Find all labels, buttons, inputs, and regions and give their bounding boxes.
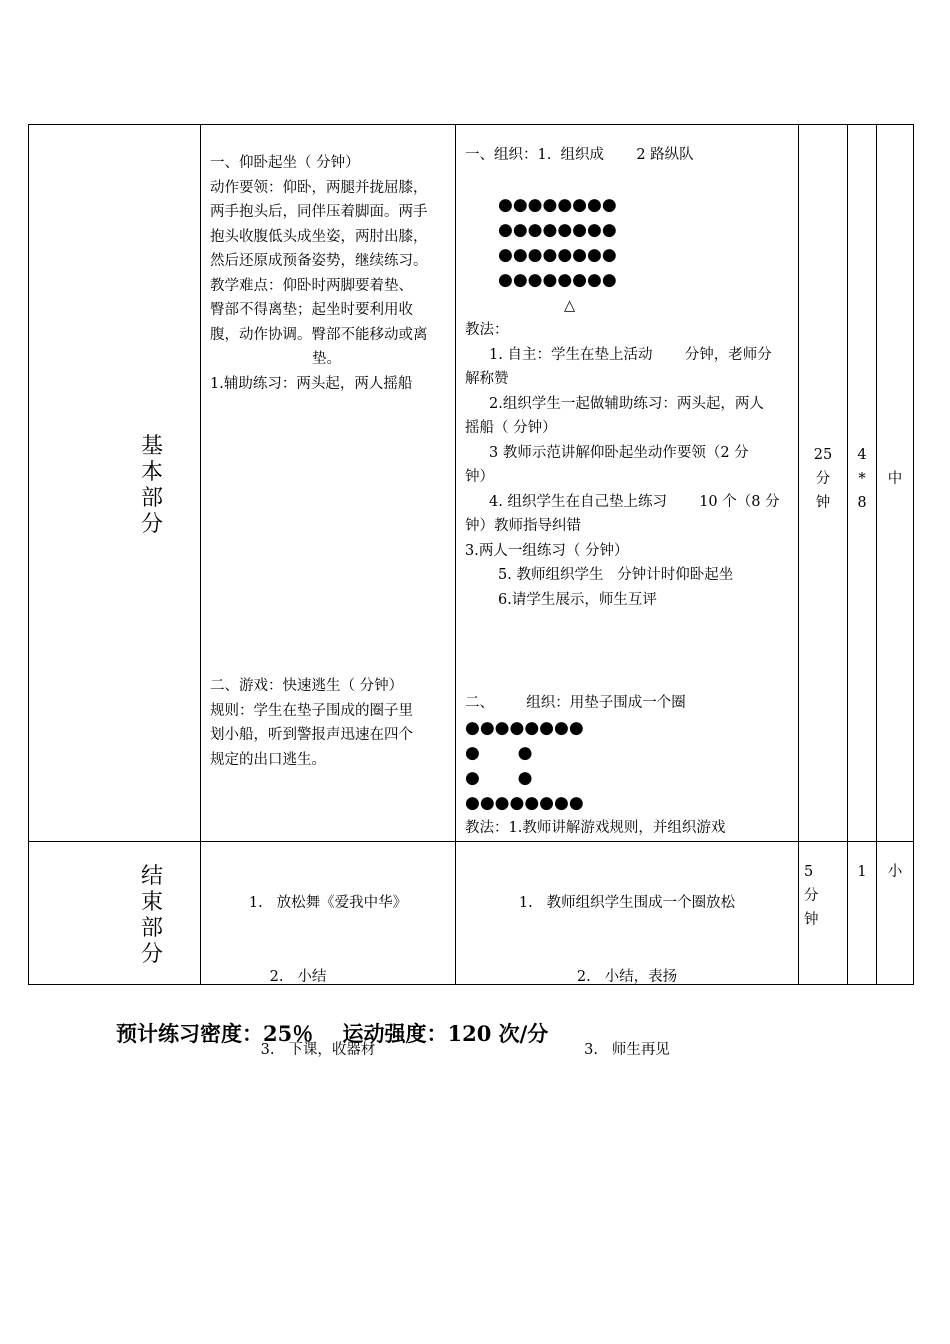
basic-method: 教法： 1. 自主：学生在垫上活动 分钟，老师分 解称赞 2.组织学生一起做辅助练习：两头起，两人 摇船（ 分钟） 3 教师示范讲解仰卧起坐动作要领（2 分 钟） 4. 组织学生在自己垫上练习 10 个（8 分 钟）教师指导纠错 3.两人一组练习（ 分钟） 5. 教师组织学生 分钟计时仰卧起坐 6.请学生展示，师生互评: [465, 322, 780, 608]
game-method: 教法：1.教师讲解游戏规则，并组织游戏: [465, 820, 726, 836]
end-content: 1. 放松舞《爱我中华》 2. 小结 3. 下课，收器材: [248, 895, 408, 1058]
game-title: 二、游戏：快速逃生（ 分钟）: [210, 678, 404, 694]
game-content: 二、游戏：快速逃生（ 分钟） 规则：学生在垫子围成的圈子里 划小船，听到警报声迅速在四个 规定的出口逃生。: [210, 674, 450, 772]
col-divider: [876, 124, 877, 985]
exercise-title: 一、仰卧起坐（ 分钟）: [210, 155, 360, 171]
basic-content: 一、仰卧起坐（ 分钟） 动作要领：仰卧，两腿并拢屈膝， 两手抱头后，同伴压着脚面。两手 抱头收腹低头成坐姿，两肘出膝， 然后还原成预备姿势，继续练习。 教学难点：仰卧时两脚要着垫、 臀部不得离垫；起坐时要利用收 腹，动作协调。臀部不能移动或离 垫。 1.辅助练习：两头起，两人摇船: [210, 151, 450, 396]
game-org: 二、 组织：用垫子围成一个圈: [465, 695, 686, 711]
end-method: 1. 教师组织学生围成一个圈放松 2. 小结，表扬 3. 师生再见: [518, 895, 736, 1058]
section-label-basic: 基 本 部 分: [140, 434, 163, 537]
org-title: 一、组织：1. 组织成 2 路纵队: [465, 147, 694, 163]
basic-intensity: 中: [887, 471, 903, 487]
intensity-label: 运动强度：120 次/分: [342, 1021, 549, 1046]
end-intensity: 小: [887, 864, 903, 880]
basic-count: 4 * 8: [857, 447, 867, 511]
end-count: 1: [857, 864, 867, 880]
basic-time: 25 分 钟: [813, 447, 833, 511]
circle-formation-dots: ●●●●●●●● ● ● ● ● ●●●●●●●●: [465, 718, 584, 813]
formation-dots: ●●●●●●●● ●●●●●●●● ●●●●●●●● ●●●●●●●●: [498, 195, 617, 290]
col-divider: [798, 124, 799, 985]
end-time: 5 分 钟: [804, 864, 819, 928]
col-divider: [847, 124, 848, 985]
density-label: 预计练习密度：25％: [116, 1021, 314, 1046]
teacher-triangle-icon: △: [564, 298, 576, 314]
section-label-end: 结 束 部 分: [140, 864, 163, 967]
footer-summary: [116, 1018, 548, 1048]
